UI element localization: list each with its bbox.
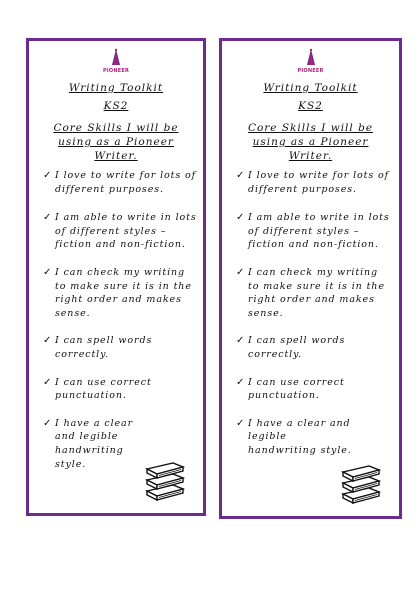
- list-item: ✓ I can spell words correctly.: [236, 335, 346, 360]
- toolkit-title: Writing Toolkit: [263, 82, 358, 94]
- list-item: ✓ I can use correct punctuation.: [236, 376, 345, 402]
- list-item: ✓ I love to write for lots of different purposes.: [236, 170, 390, 195]
- core-skills-heading: Core Skills I will be using as a Pioneer Writer.: [53, 122, 179, 162]
- check-icon: ✓: [43, 335, 53, 347]
- book-stack-icon: [143, 461, 185, 501]
- list-item: ✓ I am able to write in lots of different styles – fiction and non-fiction.: [236, 212, 390, 251]
- list-item: ✓ I am able to write in lots of different styles – fiction and non-fiction.: [43, 212, 197, 251]
- key-stage: KS2: [103, 100, 129, 112]
- check-icon: ✓: [43, 266, 53, 278]
- list-item: ✓ I have a clear and legible handwriting style.: [43, 417, 134, 470]
- bookmark-left: [26, 38, 206, 516]
- check-icon: ✓: [236, 212, 246, 224]
- book-stack-icon: [339, 464, 381, 504]
- toolkit-title: Writing Toolkit: [68, 82, 164, 94]
- key-stage: KS2: [298, 100, 323, 112]
- skills-list: [236, 169, 393, 458]
- core-skills-heading: Core Skills I will be using as a Pioneer Writer.: [247, 122, 374, 162]
- check-icon: ✓: [43, 170, 53, 181]
- list-item: ✓ I can check my writing to make sure it is in the right order and makes sense.: [236, 266, 385, 319]
- list-item: ✓ I can check my writing to make sure it is in the right order and makes sense.: [43, 266, 192, 319]
- check-icon: ✓: [43, 376, 53, 388]
- bookmark-right: [219, 38, 402, 519]
- check-icon: ✓: [236, 266, 246, 278]
- logo-text: PIONEER: [102, 68, 130, 74]
- list-item: ✓ I love to write for lots of different purposes.: [43, 170, 197, 195]
- check-icon: ✓: [236, 376, 246, 388]
- check-icon: ✓: [43, 212, 53, 224]
- list-item: ✓ I can use correct punctuation.: [43, 376, 152, 402]
- check-icon: ✓: [236, 335, 246, 347]
- check-icon: ✓: [236, 170, 246, 181]
- list-item: ✓ I have a clear and legible handwriting style.: [236, 417, 352, 456]
- skills-list: [43, 169, 197, 471]
- check-icon: ✓: [43, 417, 53, 429]
- list-item: ✓ I can spell words correctly.: [43, 335, 153, 360]
- logo-text: PIONEER: [297, 68, 324, 74]
- check-icon: ✓: [236, 417, 246, 429]
